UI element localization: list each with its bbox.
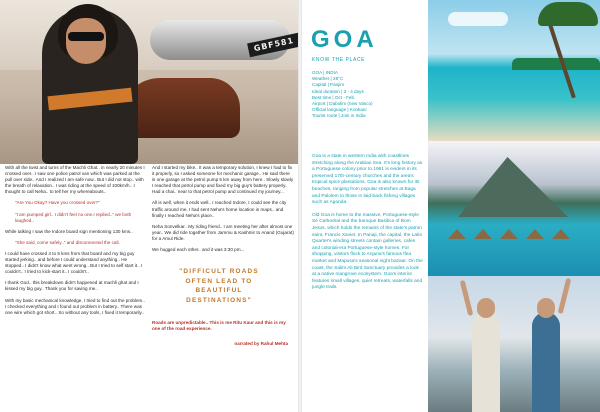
- palm-fronds: [538, 2, 598, 26]
- beach-photo: [428, 0, 600, 141]
- paragraph: Neha Sonvelkar.. My riding friend.. I am meeting her after almost one year.. We did ride together from Jammu & Kashmir to Anand (Gujarat) for a Amul Ride.: [152, 223, 294, 241]
- rider-face: [66, 18, 106, 64]
- villa: [448, 229, 466, 239]
- fact-item: Tourist route | Join in India: [312, 113, 366, 119]
- pull-quote: "DIFFICULT ROADS OFTEN LEAD TO BEAUTIFUL DESTINATIONS": [179, 268, 259, 304]
- island: [512, 58, 600, 70]
- villa: [526, 229, 544, 239]
- paragraph: All is well, when it ends well.. I reached Indore, I could see the city traffic around me, I had sent Neha's home location in maps.. and finally I reached Neha's place..: [152, 200, 287, 218]
- article-column-1: [5, 165, 145, 321]
- fact-item: Ideal duration | 3 - 4 days: [312, 88, 364, 94]
- dialogue-quote: "I am pumped girl.. I didn't feel no one.I replied.." we both laughed..: [15, 211, 132, 223]
- paragraph: We hugged each other.. and it was 3:30 pm...: [152, 247, 245, 253]
- fact-item: Weather | 28°C: [312, 76, 344, 82]
- paragraph: With all the twist and turns of the Machli Ghat.. in nearly 20 minutes I crossed over.. I saw one police patrol van which was parked at the pull over side.. And I realized I am safe now.. But I did not stop.. with the breath of relaxation.. I was riding at the speed of 100km/h.. I thought to call Neha.. to tell her my whereabouts..: [5, 165, 145, 195]
- raised-arm: [460, 280, 474, 316]
- fact-item: GOA | INDIA: [312, 70, 338, 75]
- dialogue-quote: "Are You Okay? Have you crossed over?": [15, 200, 100, 206]
- rider-sunglasses: [68, 32, 104, 41]
- person-right: [532, 312, 560, 412]
- person-left: [472, 312, 500, 412]
- paragraph: With my basic mechanical knowledge, I tried to find out the problem.. I checked everything and I found out problem in battery.. There was one wire which got short.. So without any tools, I fixed it temporarily..: [5, 297, 145, 315]
- villa: [474, 229, 492, 239]
- fact-item: Best time | Oct - Feb: [312, 94, 355, 100]
- villa: [552, 229, 570, 239]
- paragraph: While talking I saw the Indore board sign mentioning 130 kms..: [5, 228, 133, 234]
- fact-item: Official language | Konkani: [312, 107, 367, 113]
- person-head: [537, 298, 555, 318]
- fact-list: [312, 70, 430, 120]
- rider-photo: [0, 0, 300, 164]
- closing-note: Roads are unpredictable.. This is me Ritu Kaur and this is my one of the road experience.: [152, 319, 286, 331]
- paragraph: I could have crossed 4 to 5 kms from that board and my big guy started jerking.. and before I could understand anything.. He stopped.. I didn't know what went wrong.. But I tried to self start it.. I couldn't.. I tried to kick-start it.. I couldn't..: [5, 250, 143, 275]
- villa: [500, 229, 518, 239]
- right-page: [302, 0, 600, 412]
- paragraph: I thank God.. this breakdown didn't happened at machli ghat and I kissed my big guy.. Thank you for saving me..: [5, 280, 139, 292]
- paragraph: And I started my bike.. It was a temporary solution, I knew I had to fix it properly, so I asked someone for mechanic garage.. He said there is one garage at the petrol pump 5 km away from here.. Slowly slowly I reached that petrol pump and fixed my big guy's battery properly.. Had a chai.. near to that petrol pump and continued my journey...: [152, 165, 294, 195]
- destination-subtitle: KNOW THE PLACE: [312, 57, 366, 63]
- person-head: [477, 298, 495, 318]
- cloud: [448, 12, 508, 26]
- dialogue-quote: "She said, come safely.." and disconnected the call.: [15, 239, 120, 245]
- destination-title: GOA: [311, 26, 378, 53]
- paragraph: Old Goa is home to the massive, Portuguese-style Sé Cathedral and the baroque Basilica of Bom Jesus, which holds the remains of the state's patron saint, Francis Xavier. In Panaji, the capital, the Latin Quarter's winding streets contain galleries, cafes and colonial-era Portuguese-style homes. For shopping, visitors flock to Anjuna's famous flea market and Mapusa's seasonal night bazaar. On the coast, the Salim Ali Bird Sanctuary provides a look at a native mangrove ecosystem. Goa's interior features small villages, quiet retreats, waterfalls and jungle trails.: [312, 212, 423, 291]
- mountain: [458, 157, 568, 217]
- raised-arm: [558, 278, 572, 314]
- article-column-2: [152, 165, 294, 352]
- overwater-villas-photo: [428, 141, 600, 276]
- narrator-credit: narrated by Rahul Mehta: [234, 340, 288, 346]
- paragraph: Goa is a state in western India with coastlines stretching along the Arabian Sea. It's long history as a Portuguese colony prior to 1961 is evident in its preserved 17th-century churches and the area's tropical spice plantations. Goa is also known for its beaches, ranging from popular stretches at Baga and Palolem to those in laid-back fishing villages such as Agonda.: [312, 154, 423, 206]
- license-plate: GBF581: [247, 33, 300, 58]
- fact-item: Airport | Dabolim (new Vasco): [312, 101, 373, 107]
- destination-description: [312, 154, 424, 298]
- couple-photo: [428, 276, 600, 412]
- bike-tank: [120, 78, 240, 138]
- fact-item: Capital | Panjim: [312, 82, 345, 88]
